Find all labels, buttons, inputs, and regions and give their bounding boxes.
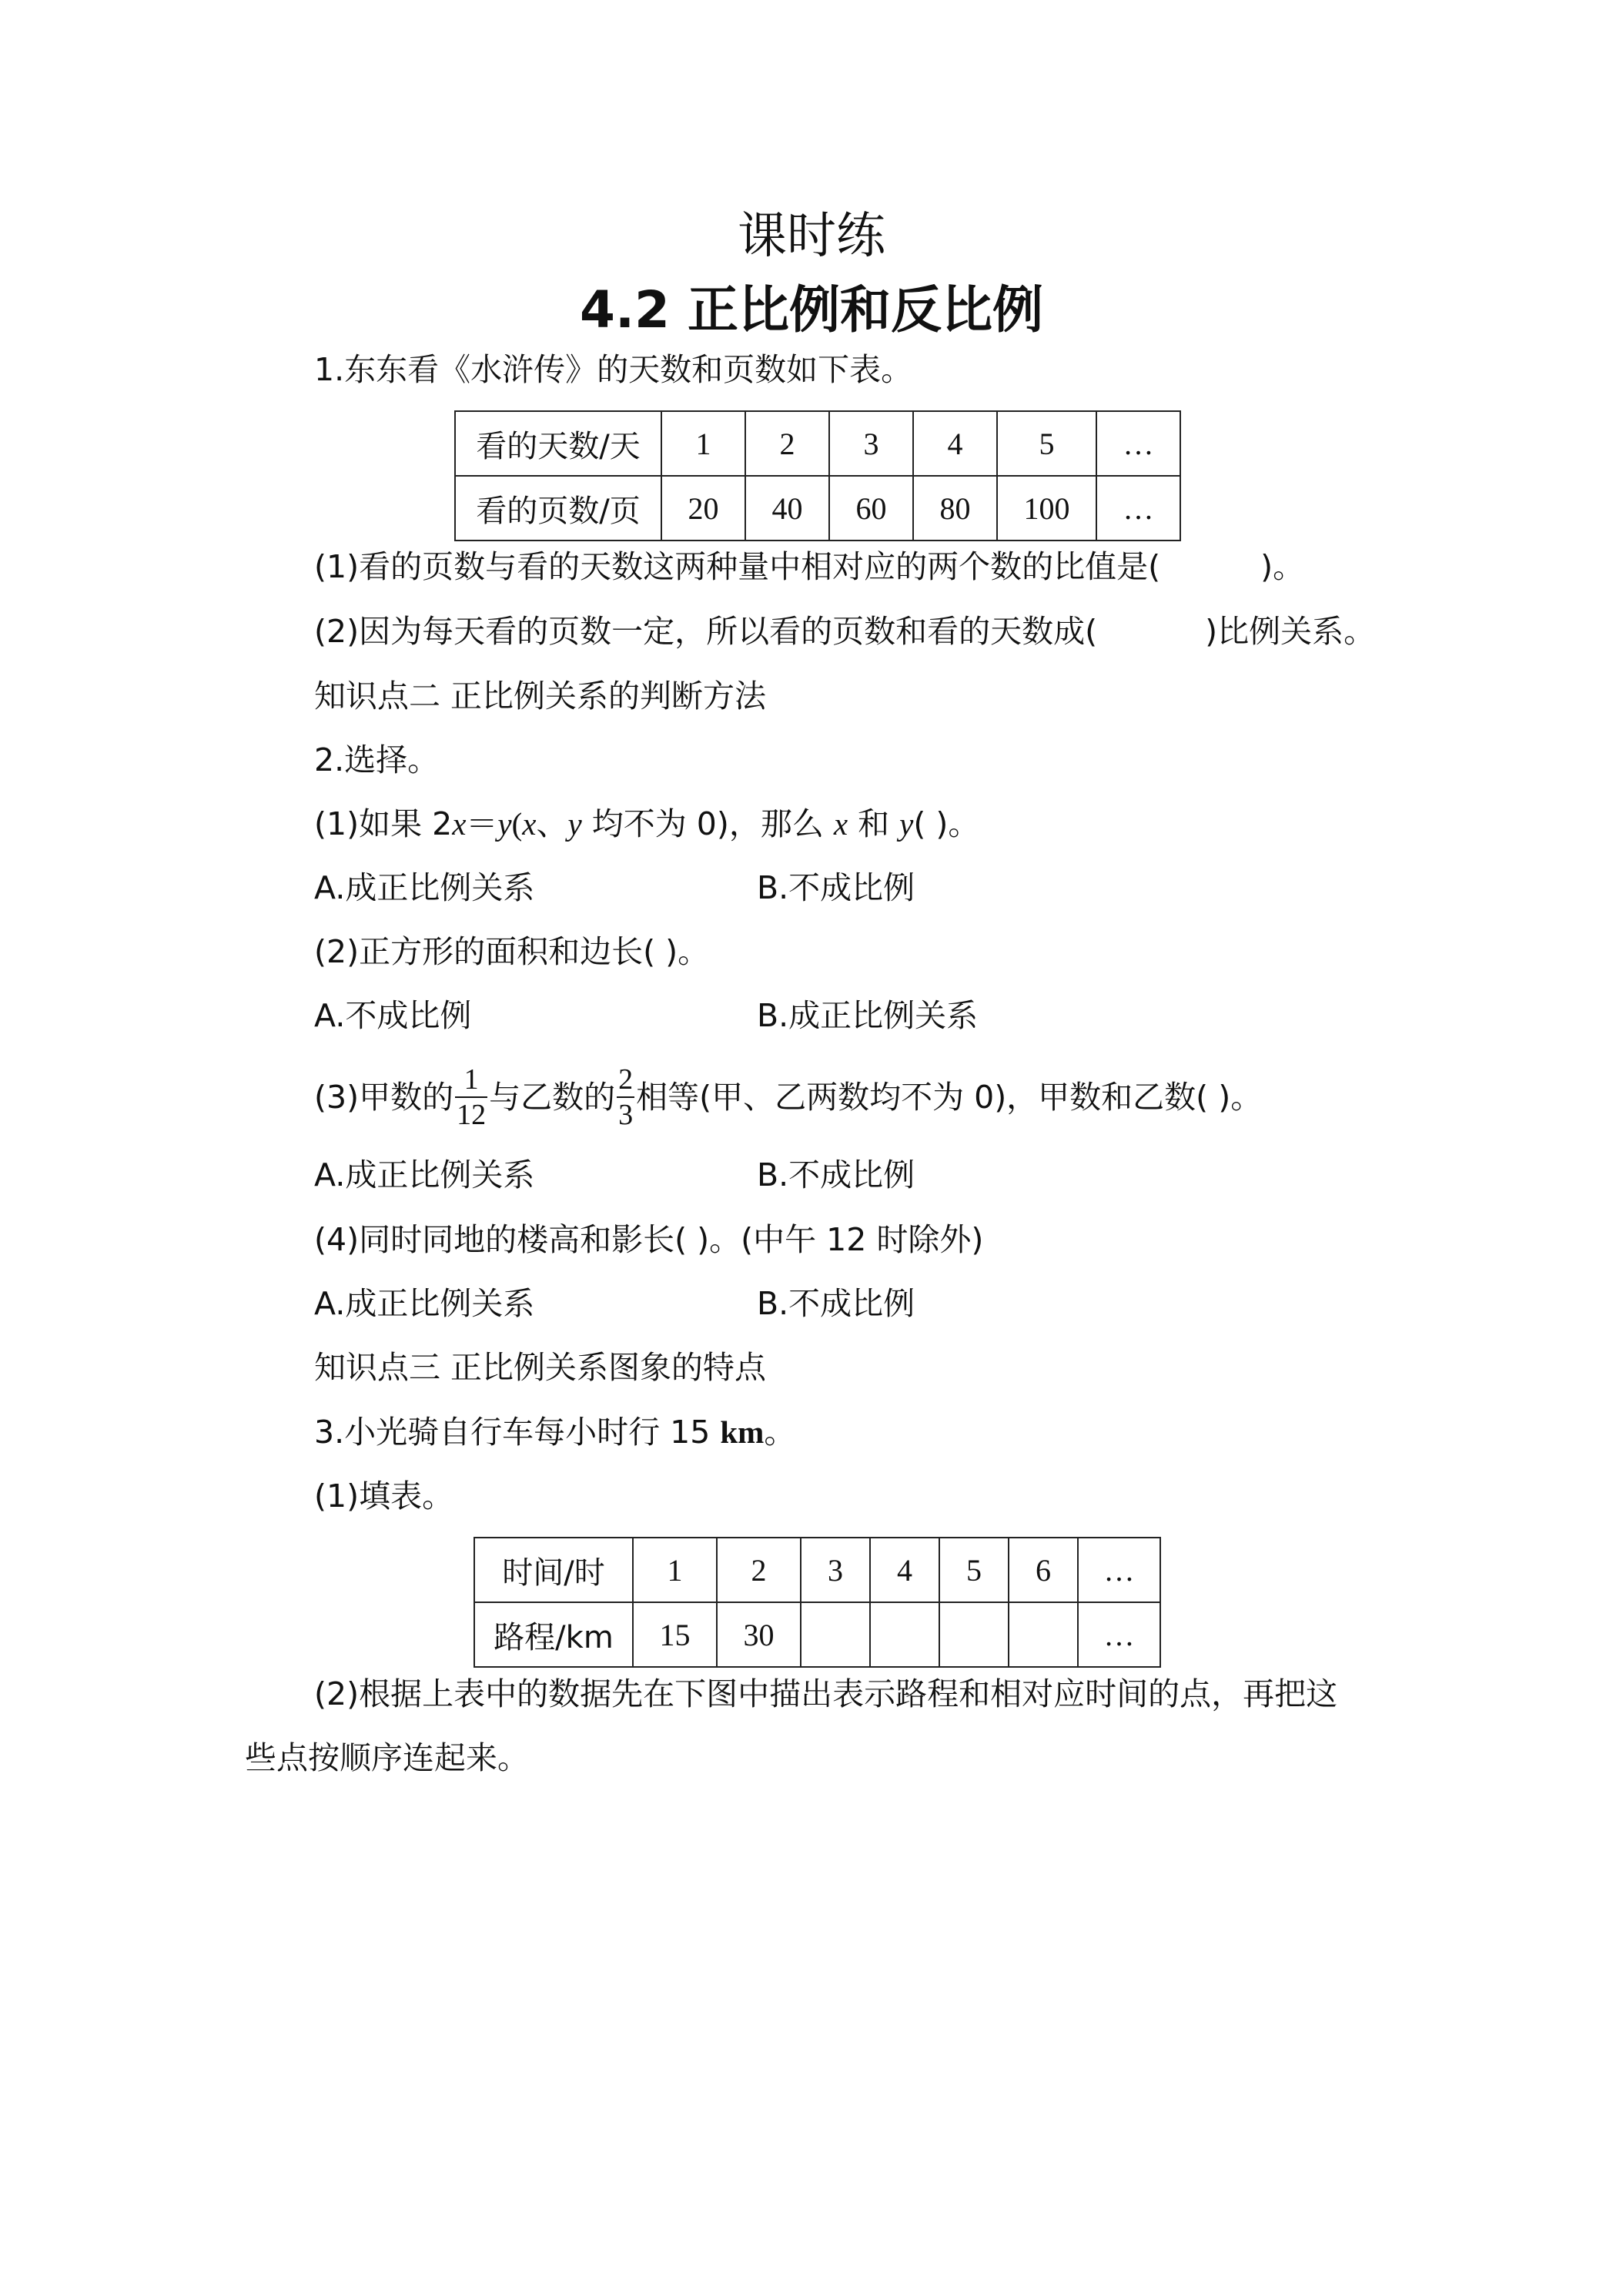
q1-row1-cell: 3	[829, 411, 913, 476]
q2-stem: 2.选择。	[314, 741, 440, 778]
fraction-two-thirds	[617, 1063, 634, 1132]
q1-row2-cell: 80	[913, 476, 997, 541]
q3-row1-cell: 4	[870, 1538, 939, 1602]
q3-row1-label: 时间/时	[474, 1538, 633, 1602]
q1-part1-end: )。	[1260, 548, 1305, 585]
q1-part2	[314, 608, 1375, 654]
q3-row1-cell: 6	[1009, 1538, 1078, 1602]
q2-sub1-text: 均不为 0)，那么	[581, 805, 834, 842]
q2-sub1-option-b[interactable]: B.不成比例	[757, 869, 915, 906]
q1-row2-cell: 100	[997, 476, 1096, 541]
fraction-denominator: 12	[457, 1099, 487, 1131]
paren-open: (	[511, 806, 523, 842]
q3-stem	[314, 1409, 795, 1455]
q1-row2-cell: 40	[745, 476, 829, 541]
q3-row2-answer-cell[interactable]	[939, 1602, 1009, 1667]
q2-sub2: (2)正方形的面积和边长( )。	[314, 933, 710, 970]
q1-part1	[314, 544, 1304, 590]
q3-row1-cell: 2	[717, 1538, 801, 1602]
q1-row1-label: 看的天数/天	[455, 411, 661, 476]
q2-sub1-option-a[interactable]: A.成正比例关系	[314, 869, 535, 906]
fraction-numerator: 1	[455, 1063, 487, 1098]
q2-sub3-text: (3)甲数的	[314, 1079, 454, 1116]
q2-sub3-option-b[interactable]: B.不成比例	[757, 1156, 915, 1193]
q3-table	[474, 1537, 1161, 1668]
fraction-numerator: 2	[617, 1063, 634, 1098]
var-x: x	[833, 806, 848, 842]
q1-row2-cell: 20	[661, 476, 745, 541]
q1-table	[454, 410, 1181, 541]
q2-sub1-text: (1)如果 2	[314, 805, 453, 842]
var-x: x	[522, 806, 537, 842]
section-heading-3: 知识点三 正比例关系图象的特点	[314, 1349, 767, 1386]
q3-row2-answer-cell[interactable]	[1009, 1602, 1078, 1667]
q1-row2-label: 看的页数/页	[455, 476, 661, 541]
q2-sub4-option-b[interactable]: B.不成比例	[757, 1285, 915, 1322]
q2-sub3-text: 相等(甲、乙两数均不为 0)，甲数和乙数( )。	[636, 1079, 1263, 1116]
q1-part1-text: (1)看的页数与看的天数这两种量中相对应的两个数的比值是(	[314, 548, 1161, 585]
q3-row1-cell: …	[1078, 1538, 1160, 1602]
fraction-one-twelfth	[455, 1063, 487, 1132]
q3-stem-end: 。	[764, 1414, 796, 1451]
q3-row2-answer-cell[interactable]	[870, 1602, 939, 1667]
q3-row1-cell: 5	[939, 1538, 1009, 1602]
q2-sub3-text: 与乙数的	[489, 1079, 616, 1116]
q3-stem-text: 3.小光骑自行车每小时行 15	[314, 1414, 721, 1451]
var-y: y	[497, 806, 512, 842]
table-row	[455, 476, 1180, 541]
q3-row2-answer-cell[interactable]	[801, 1602, 870, 1667]
table-row	[455, 411, 1180, 476]
table-row	[474, 1538, 1160, 1602]
fraction-denominator: 3	[618, 1099, 634, 1131]
q2-sub2-option-b[interactable]: B.成正比例关系	[757, 997, 979, 1034]
q1-row2-cell: …	[1096, 476, 1180, 541]
q3-row2-label-text: 路程/km	[494, 1619, 614, 1655]
q3-part1: (1)填表。	[314, 1478, 454, 1514]
q2-sub4: (4)同时同地的楼高和影长( )。(中午 12 时除外)	[314, 1221, 984, 1258]
q3-row2-cell: 15	[633, 1602, 717, 1667]
q1-part2-text: (2)因为每天看的页数一定，所以看的页数和看的天数成(	[314, 613, 1098, 650]
q3-row1-cell: 3	[801, 1538, 870, 1602]
q2-sub1-blank[interactable]: ( )。	[913, 805, 980, 842]
q1-row1-cell: 4	[913, 411, 997, 476]
q2-sub1-text: 和	[848, 805, 900, 842]
q3-part2-line2: 些点按顺序连起来。	[245, 1739, 529, 1776]
q2-sub3-option-a[interactable]: A.成正比例关系	[314, 1156, 535, 1193]
q1-row1-cell: 2	[745, 411, 829, 476]
q3-part2-line1: (2)根据上表中的数据先在下图中描出表示路程和相对应时间的点，再把这	[314, 1675, 1338, 1712]
q1-row1-cell: …	[1096, 411, 1180, 476]
q3-row1-cell: 1	[633, 1538, 717, 1602]
var-x: x	[452, 806, 467, 842]
q2-sub2-option-a[interactable]: A.不成比例	[314, 997, 472, 1034]
equals-sign: ＝	[466, 806, 498, 842]
page-title: 课时练	[738, 208, 885, 265]
page-subtitle: 4.2 正比例和反比例	[580, 280, 1043, 340]
unit-km: km	[720, 1414, 765, 1450]
q1-row1-cell: 5	[997, 411, 1096, 476]
q3-row2-cell: …	[1078, 1602, 1160, 1667]
var-y: y	[899, 806, 914, 842]
q1-part2-end: )比例关系。	[1205, 613, 1376, 650]
enum-comma: 、	[536, 805, 568, 842]
q1-stem: 1.东东看《水浒传》的天数和页数如下表。	[314, 351, 913, 388]
q3-row2-cell: 30	[717, 1602, 801, 1667]
q2-sub3	[314, 1063, 1262, 1132]
var-y: y	[567, 806, 582, 842]
table-row	[474, 1602, 1160, 1667]
q2-sub1	[314, 801, 979, 847]
q3-row2-label	[474, 1602, 633, 1667]
q1-row1-cell: 1	[661, 411, 745, 476]
section-heading-2: 知识点二 正比例关系的判断方法	[314, 678, 767, 715]
q2-sub4-option-a[interactable]: A.成正比例关系	[314, 1285, 535, 1322]
q1-row2-cell: 60	[829, 476, 913, 541]
